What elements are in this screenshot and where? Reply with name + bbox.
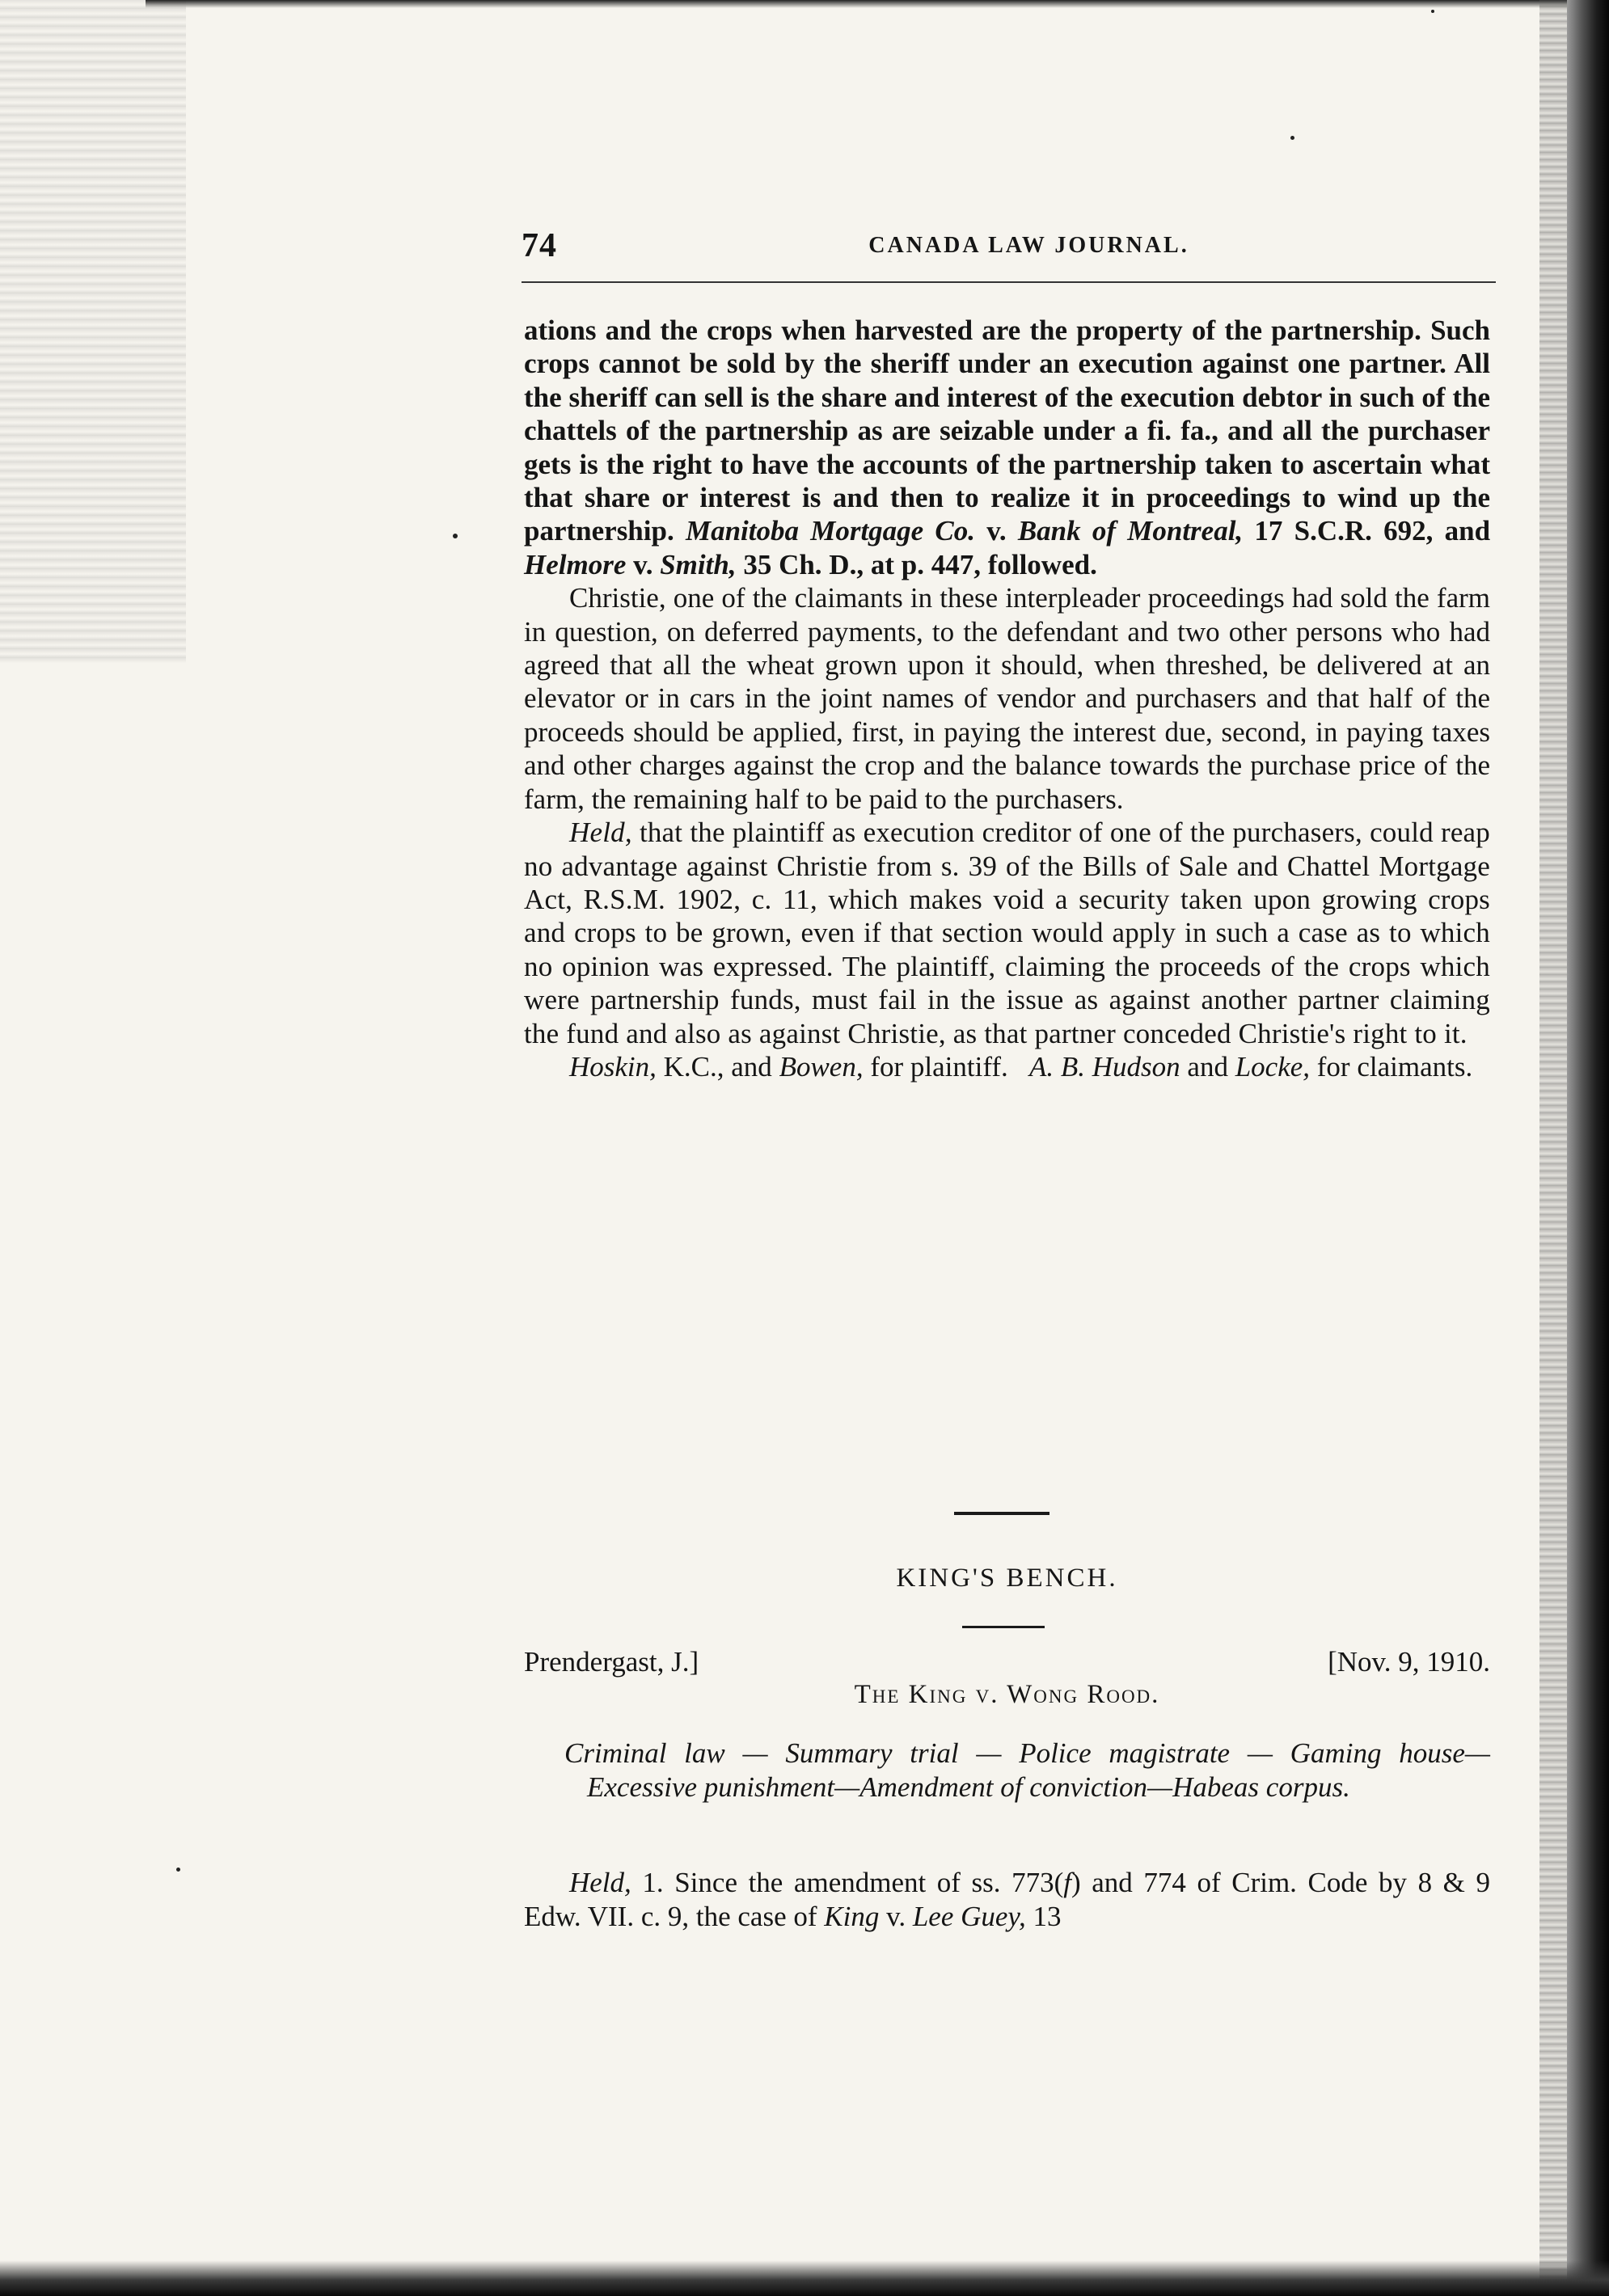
case-party: Lee Guey, bbox=[912, 1901, 1026, 1932]
court-heading: KING'S BENCH. bbox=[896, 1564, 1118, 1593]
report-volume: 13 bbox=[1033, 1901, 1062, 1932]
main-text bbox=[524, 314, 1490, 1083]
subsection-letter: f bbox=[1063, 1867, 1072, 1898]
versus: v. bbox=[633, 548, 653, 580]
headnote: Criminal law — Summary trial — Police magistrate — Gaming house—Excessive punishment—Amendment of conviction—Habeas corpus. bbox=[564, 1737, 1490, 1803]
case-name: Helmore bbox=[524, 548, 627, 580]
scan-speck bbox=[453, 534, 458, 538]
scan-speck bbox=[1290, 136, 1294, 140]
counsel-text: K.C., and bbox=[663, 1050, 772, 1083]
section-divider bbox=[954, 1512, 1049, 1515]
judge-line bbox=[524, 1646, 1490, 1682]
case-name: Manitoba Mortgage Co. bbox=[685, 515, 976, 547]
held-label: Held, bbox=[569, 817, 632, 849]
versus: v. bbox=[986, 515, 1007, 547]
case-party: Smith, bbox=[660, 548, 737, 580]
scan-speck bbox=[176, 1868, 180, 1872]
held-text: ) and 774 of Crim. Code by 8 & 9 Edw. VII. c. 9, the case of bbox=[524, 1867, 1490, 1932]
counsel-line bbox=[524, 1050, 1490, 1083]
scan-shadow-right-inner bbox=[1539, 0, 1567, 2296]
counsel-text: for claimants. bbox=[1316, 1050, 1473, 1083]
scan-shadow-left bbox=[0, 0, 186, 663]
counsel-text: for plaintiff. bbox=[870, 1050, 1008, 1083]
paragraph-crops-partnership bbox=[524, 314, 1490, 581]
case-name: King bbox=[824, 1901, 880, 1932]
judge-name: Prendergast, J.] bbox=[524, 1646, 699, 1678]
held-paragraph-second-case bbox=[524, 1866, 1490, 1934]
page-number: 74 bbox=[522, 227, 557, 264]
held-text: 1. Since the amendment of ss. 773( bbox=[642, 1867, 1064, 1898]
running-head bbox=[522, 226, 1496, 267]
paragraph-christie: Christie, one of the claimants in these interpleader proceedings had sold the farm in question, on deferred payments, to the defendant and two other persons who had agreed that all the wheat grown upon it should, when threshed, be delivered at an elevator or in cars in the joint names of vendor and purchasers and that half of the proceeds should be applied, first, in paying the interest due, second, in paying taxes and other charges against the crop and the balance towards the purchase price of the farm, the remaining half to be paid to the purchasers. bbox=[524, 582, 1490, 815]
report-citation: 17 S.C.R. 692, and bbox=[1254, 515, 1491, 547]
counsel-name: A. B. Hudson bbox=[1029, 1050, 1180, 1083]
case-date: [Nov. 9, 1910. bbox=[1328, 1646, 1490, 1678]
counsel-name: Hoskin, bbox=[569, 1050, 657, 1083]
scan-shadow-bottom bbox=[0, 2260, 1609, 2296]
held-label: Held, bbox=[569, 1867, 631, 1898]
paragraph-text: ations and the crops when harvested are the property of the partnership. Such crops cannot be sold by the sheriff under an execution against one partner. All the sheriff can sell is the share and interest of the execution debtor in such of the chattels of the partnership as are seizable under a fi. fa., and all the purchaser gets is the right to have the accounts of the partnership taken to ascertain what that share or interest is and then to realize it in proceedings to wind up the partnership. bbox=[524, 314, 1490, 547]
scan-shadow-right bbox=[1567, 0, 1609, 2296]
counsel-text: and bbox=[1187, 1050, 1228, 1083]
paragraph-held bbox=[524, 816, 1490, 1050]
case-party: Bank of Montreal, bbox=[1017, 515, 1244, 547]
header-rule bbox=[522, 281, 1496, 283]
journal-title: CANADA LAW JOURNAL. bbox=[868, 233, 1189, 258]
scan-shadow-top bbox=[146, 0, 1609, 8]
section-divider-small bbox=[962, 1626, 1045, 1628]
scan-speck bbox=[1431, 10, 1434, 13]
counsel-name: Bowen, bbox=[779, 1050, 864, 1083]
versus: v. bbox=[886, 1901, 906, 1932]
held-text: that the plaintiff as execution creditor of one of the purchasers, could reap no advantage against Christie from s. 39 of the Bills of Sale and Chattel Mortgage Act, R.S.M. 1902, c. 11, which makes void a security taken upon growing crops and crops to be grown, even if that section would apply in such a case as to which no opinion was expressed. The plaintiff, claiming the proceeds of the crops which were partnership funds, must fail in the issue as against another partner claiming the fund and also as against Christie, as that partner conceded Christie's right to it. bbox=[524, 817, 1490, 1049]
counsel-name: Locke, bbox=[1235, 1050, 1311, 1083]
report-citation: 35 Ch. D., at p. 447, followed. bbox=[743, 548, 1097, 580]
case-title: The King v. Wong Rood. bbox=[854, 1680, 1160, 1709]
